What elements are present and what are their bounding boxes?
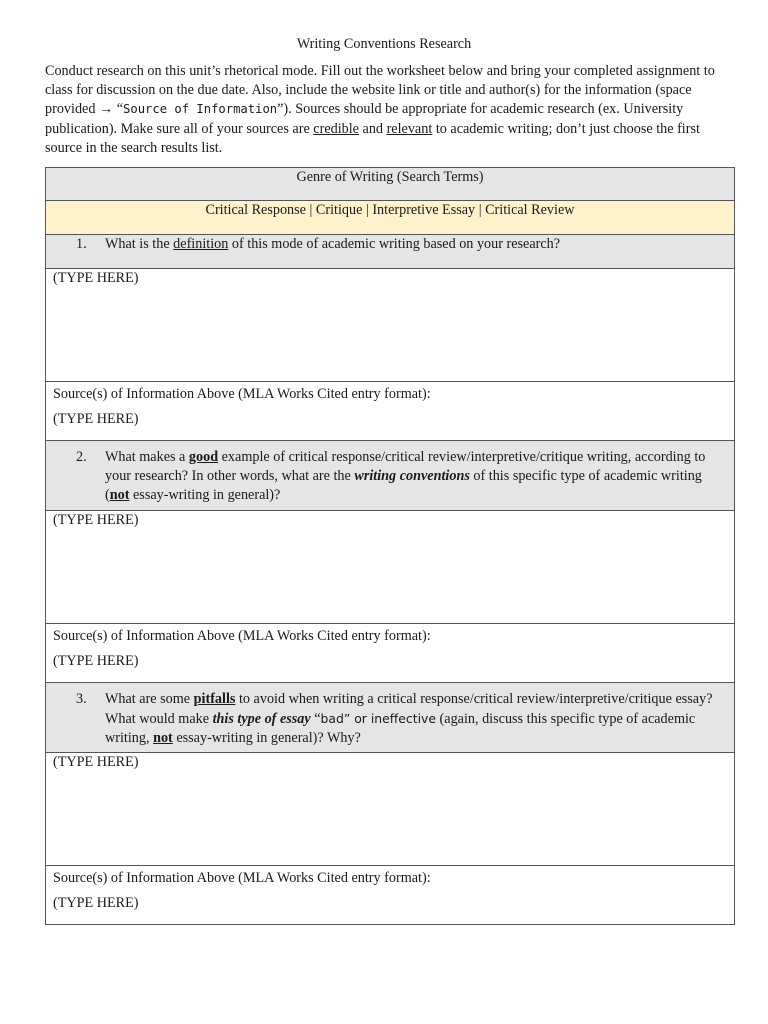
arrow-icon: → (98, 101, 114, 118)
question-2 (46, 441, 735, 511)
q2-text-c: of this specific type of academic writing ( (105, 468, 702, 503)
q3-bad: bad” or ineffective (320, 711, 436, 726)
question-3 (46, 683, 735, 753)
intro-quote-open: “ (113, 101, 124, 118)
q1-answer-field[interactable]: (TYPE HERE) (46, 269, 735, 382)
q2-source-cell (46, 624, 735, 683)
q1-source-cell (46, 382, 735, 441)
q3-text-c: “ (310, 711, 321, 727)
genre-terms: Critical Response | Critique | Interpretive Essay | Critical Review (46, 201, 735, 235)
q1-text-a: What is the (105, 236, 174, 252)
q3-text-e: essay-writing in general)? Why? (172, 730, 361, 746)
source-label-inline: Source of Information (123, 102, 278, 117)
q2-text-b: example of critical response/critical review/interpretive/critique writing, according to your research? In other words, what are the (105, 449, 706, 484)
intro-paragraph (45, 62, 735, 158)
intro-text-2: ”). Sources should be appropriate for academic research (ex. University publication). Make sure all of your sources are (45, 101, 684, 137)
q1-source-field[interactable]: (TYPE HERE) (53, 411, 139, 427)
q3-text-d: (again, discuss this specific type of academic writing, (105, 711, 696, 746)
q2-good: good (188, 449, 219, 465)
q1-definition: definition (173, 236, 229, 252)
page-title: Writing Conventions Research (296, 36, 472, 52)
q2-source-label: Source(s) of Information Above (MLA Works Cited entry format): (53, 628, 431, 644)
q3-answer-field[interactable]: (TYPE HERE) (46, 753, 735, 866)
q1-text-b: of this mode of academic writing based on your research? (228, 236, 561, 252)
q2-answer-field[interactable]: (TYPE HERE) (46, 511, 735, 624)
q3-not: not (153, 730, 173, 746)
q2-source-field[interactable]: (TYPE HERE) (53, 653, 139, 669)
table-header: Genre of Writing (Search Terms) (46, 168, 735, 201)
q2-text-d: essay-writing in general)? (129, 487, 281, 503)
question-number: 2. (76, 449, 87, 465)
q2-conventions: writing conventions (354, 468, 470, 484)
credible-word: credible (313, 120, 359, 137)
question-number: 1. (76, 236, 87, 252)
q2-text-a: What makes a (105, 449, 189, 465)
question-1 (46, 235, 735, 269)
intro-and: and (358, 120, 387, 137)
q3-text-a: What are some (105, 691, 194, 707)
q3-pitfalls: pitfalls (193, 691, 236, 707)
question-number: 3. (76, 691, 87, 707)
q3-source-field[interactable]: (TYPE HERE) (53, 895, 139, 911)
q3-text-b: to avoid when writing a critical response/critical review/interpretive/critique essay? What would make (105, 691, 713, 727)
worksheet-table (45, 167, 735, 925)
q2-not: not (109, 487, 130, 503)
q1-source-label: Source(s) of Information Above (MLA Works Cited entry format): (53, 386, 431, 402)
intro-text-1: Conduct research on this unit’s rhetorical mode. Fill out the worksheet below and bring your completed assignment to class for discussion on the due date. Also, include the website link or title and author(s) for the information (space provided (45, 63, 715, 118)
q3-source-label: Source(s) of Information Above (MLA Works Cited entry format): (53, 870, 431, 886)
intro-text-3: to academic writing; don’t just choose the first source in the search results list. (45, 120, 700, 156)
relevant-word: relevant (386, 120, 433, 137)
q3-this-type: this type of essay (212, 711, 311, 727)
q3-source-cell (46, 866, 735, 925)
